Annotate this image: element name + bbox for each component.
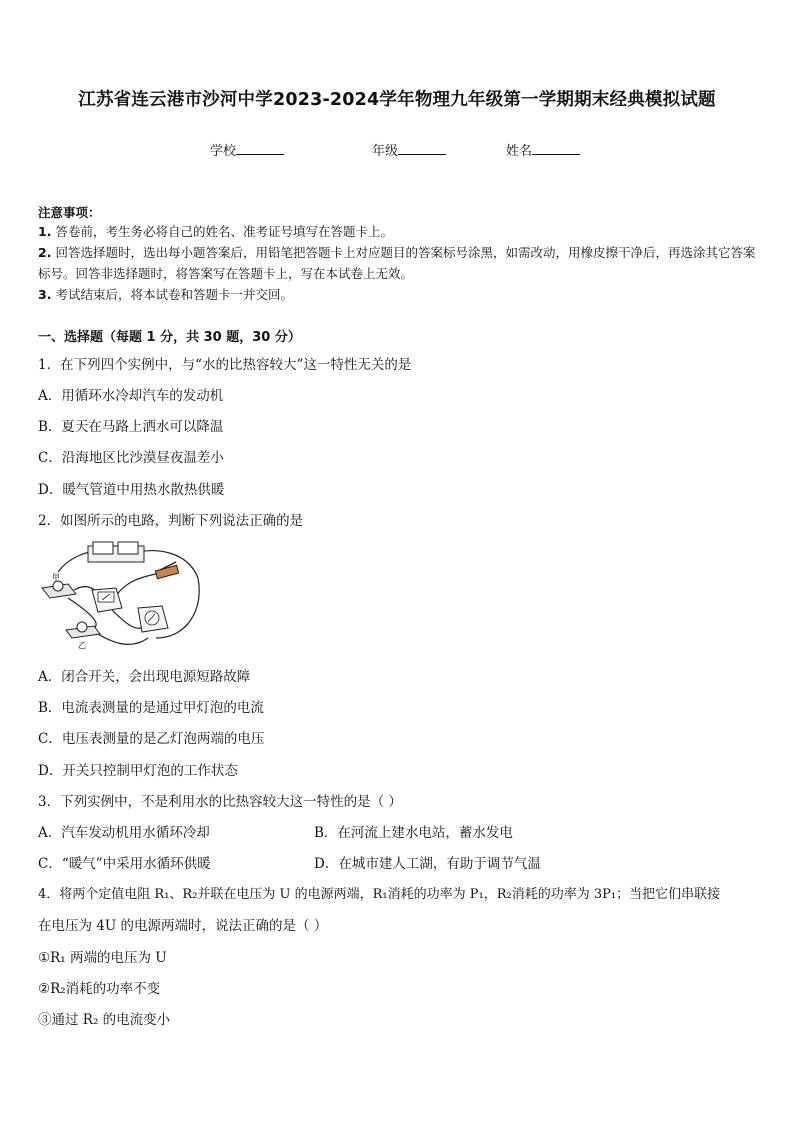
q4-statement-3: ③通过 R₂ 的电流变小 <box>38 1012 171 1028</box>
school-blank <box>236 142 284 155</box>
bulb-b-label: 乙 <box>78 641 86 650</box>
notes-heading: 注意事项： <box>38 205 101 220</box>
note-text-3: 考试结束后，将本试卷和答题卡一并交回。 <box>55 287 293 302</box>
note-num-1: 1. <box>38 224 52 239</box>
q4-statement-1: ①R₁ 两端的电压为 U <box>38 950 167 966</box>
school-label: 学校 <box>210 144 237 159</box>
note-text-2: 回答选择题时，选出每小题答案后，用铅笔把答题卡上对应题目的答案标号涂黑，如需改动，用橡皮擦干净后，再选涂其它答案标号。回答非选择题时，将答案写在答题卡上，写在本试卷上无效。 <box>38 245 756 281</box>
circuit-figure <box>38 538 202 650</box>
note-num-3: 3. <box>38 287 52 302</box>
note-num-2: 2. <box>38 245 52 260</box>
bulb-a-label: 甲 <box>52 573 60 582</box>
name-field <box>506 140 580 159</box>
grade-label: 年级 <box>372 144 399 159</box>
name-label: 姓名 <box>506 144 533 159</box>
q4-stem-line1: 4．将两个定值电阻 R₁、R₂并联在电压为 U 的电源两端，R₁消耗的功率为 P₁，R₂消耗的功率为 3P₁；当把它们串联接 <box>38 887 721 902</box>
q1-option-b: B．夏天在马路上洒水可以降温 <box>38 419 224 435</box>
q3-option-b: B．在河流上建水电站，蓄水发电 <box>314 825 513 841</box>
q3-stem: 3．下列实例中，不是利用水的比热容较大这一特性的是（ ） <box>38 794 402 810</box>
note-item-3 <box>38 284 762 305</box>
q4-stem-line2: 在电压为 4U 的电源两端时，说法正确的是（ ） <box>38 918 328 934</box>
q2-option-d: D．开关只控制甲灯泡的工作状态 <box>38 763 238 779</box>
q1-option-c: C．沿海地区比沙漠昼夜温差小 <box>38 450 224 466</box>
q1-option-a: A．用循环水冷却汽车的发动机 <box>38 388 224 404</box>
section-heading: 一、选择题（每题 1 分，共 30 题，30 分） <box>38 330 301 345</box>
name-blank <box>532 142 580 155</box>
grade-field <box>372 140 446 159</box>
q3-option-c: C．“暖气”中采用水循环供暖 <box>38 856 211 872</box>
grade-blank <box>398 142 446 155</box>
q4-statement-2: ②R₂消耗的功率不变 <box>38 981 161 997</box>
q2-option-a: A．闭合开关，会出现电源短路故障 <box>38 669 251 685</box>
q3-option-d: D．在城市建人工湖，有助于调节气温 <box>314 856 541 872</box>
school-field <box>210 140 284 159</box>
note-item-2 <box>38 242 762 284</box>
note-item-1 <box>38 221 762 242</box>
ammeter-icon <box>92 588 122 612</box>
q2-option-b: B．电流表测量的是通过甲灯泡的电流 <box>38 700 264 716</box>
q1-option-d: D．暖气管道中用热水散热供暖 <box>38 482 225 498</box>
exam-title: 江苏省连云港市沙河中学2023-2024学年物理九年级第一学期期末经典模拟试题 <box>78 90 716 110</box>
q3-option-a: A．汽车发动机用水循环冷却 <box>38 825 210 841</box>
note-text-1: 答卷前，考生务必将自己的姓名、准考证号填写在答题卡上。 <box>55 224 393 239</box>
q1-stem: 1．在下列四个实例中，与“水的比热容较大”这一特性无关的是 <box>38 357 412 373</box>
voltmeter-icon <box>138 606 168 632</box>
q2-stem: 2．如图所示的电路，判断下列说法正确的是 <box>38 513 304 529</box>
q2-option-c: C．电压表测量的是乙灯泡两端的电压 <box>38 731 265 747</box>
